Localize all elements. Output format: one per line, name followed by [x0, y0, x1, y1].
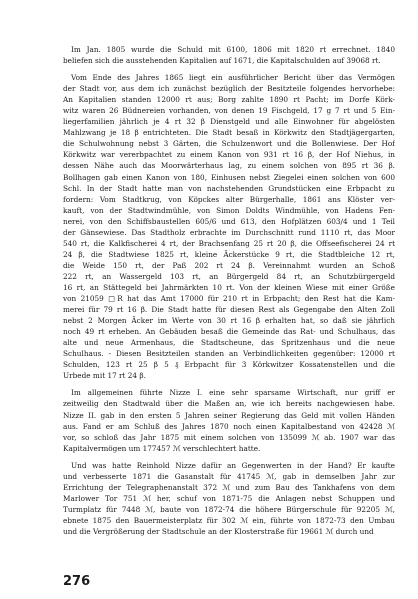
- text-line: und verbesserte 1871 die Gasanstalt für 41745 ℳ, gab in demselben Jahr zur: [63, 471, 395, 481]
- text-line: Im Jan. 1805 wurde die Schuld mit 6100, 1806 mit 1820 rt errechnet. 1840: [71, 45, 395, 54]
- text-line: Urbede mit 17 rt 24 β.: [63, 371, 146, 381]
- text-line: zeitweilig den Stadtwald über die Maßen an, wie ich bereits nachgewiesen habe.: [63, 399, 395, 409]
- text-line: Vom Ende des Jahres 1865 liegt ein ausführlicher Bericht über das Vermögen: [71, 73, 395, 83]
- text-line: Körkwitz war vererbpachtet zu einem Kanon von 931 rt 16 β, der Hof Niehus, in: [63, 150, 395, 160]
- text-line: aus. Fand er am Schluß des Jahres 1870 noch einen Kapitalbestand von 42428 ℳ: [63, 421, 395, 431]
- text-line: 24 β, die Stadtwiese 1825 rt, kleine Äckerstücke 9 rt, die Stadtbleiche 12 rt,: [63, 249, 395, 259]
- text-line: An Kapitalien standen 12000 rt aus; Borg zahlte 1890 rt Pacht; im Dorfe Körk-: [63, 95, 395, 105]
- text-line: beliefen sich die ausstehenden Kapitalien auf 1671, die Kapitalschulden auf 39068 rt.: [63, 56, 381, 66]
- text-line: Errichtung der Telegraphenanstalt 372 ℳ und zum Bau des Tankhafens von dem: [63, 482, 395, 492]
- text-line: Marlower Tor 751 ℳ her, schuf von 1871-75 die Anlagen nebst Schuppen und: [63, 493, 395, 503]
- text-line: der Stadt vor, aus dem ich zunächst bezüglich der Besitzteile folgendes hervorhebe:: [63, 84, 395, 94]
- paragraph-3: [63, 387, 395, 453]
- text-line: dessen Nähe auch das Moorwärterhaus lag, zu einem solchen von 895 rt 36 β.: [63, 161, 395, 171]
- text-line: Nizze II. gab in den ersten 5 Jahren seiner Regierung das Geld mit vollen Händen: [63, 410, 395, 420]
- text-line: 16 rt, an Stättegeld bei Jahrmärkten 10 rt. Von der kleinen Wiese mit einer Größe: [63, 282, 395, 292]
- text-line: Schl. In der Stadt hatte man von nachstehenden Grundstücken eine Erbpacht zu: [63, 183, 395, 193]
- text-line: noch 49 rt erheben. An Gebäuden besaß die Gemeinde das Rat- und Schulhaus, das: [63, 327, 395, 337]
- text-line: Im allgemeinen führte Nizze I. eine sehr sparsame Wirtschaft, nur griff er: [71, 388, 395, 398]
- paragraph-1: [63, 44, 395, 66]
- page-body: [63, 44, 395, 537]
- text-line: Mahlzwang je 18 β entrichteten. Die Stadt besaß in Körkwitz den Stadtjägergarten,: [63, 128, 395, 138]
- text-line: kauft, von der Stadtwindmühle, von Simon Doldts Windmühle, von Hadens Fen-: [63, 205, 395, 215]
- text-line: Und was hatte Reinhold Nizze dafür an Gegenwerten in der Hand? Er kaufte: [71, 460, 395, 470]
- text-line: die Weide 150 rt, der Paß 202 rt 24 β. Vereinnahmt wurden an Schoß: [63, 260, 395, 270]
- text-line: 222 rt, an Wassergeld 103 rt, an Bürgergeld 84 rt, an Schutzbürgergeld: [63, 271, 395, 281]
- text-line: merei für 79 rt 16 β. Die Stadt hatte für diesen Rest als Gegengabe den Alten Zoll: [63, 305, 395, 315]
- text-line: alte und neue Armenhaus, die Stadtscheune, das Spritzenhaus und die neue: [63, 338, 395, 348]
- text-line: vor, so schloß das Jahr 1875 mit einem solchen von 135099 ℳ ab. 1907 war das: [63, 432, 395, 442]
- text-line: 540 rt, die Kalkfischerei 4 rt, der Brachsenfang 25 rt 20 β, die Offseefischerei 24 rt: [63, 238, 395, 248]
- text-line: ebnete 1875 den Bauermeisterplatz für 302 ℳ ein, führte von 1872-73 den Umbau: [63, 515, 395, 525]
- text-line: Schulhaus. - Diesen Besitzteilen standen an Verbindlichkeiten gegenüber: 12000 rt: [63, 349, 395, 359]
- page-number: 276: [63, 574, 91, 589]
- text-line: nerei, von den Schiffsbaustellen 605/6 und 613, den Hofplätzen 603/4 und 1 Teil: [63, 216, 395, 226]
- text-line: von 21059 □R hat das Amt 17000 für 210 rt in Erbpacht; den Rest hat die Kam-: [63, 294, 395, 304]
- text-line: die Schulwohnung nebst 3 Gärten, die Schulzenwort und die Bollenwiese. Der Hof: [63, 139, 395, 149]
- paragraph-2: [63, 72, 395, 381]
- text-line: Turmplatz für 7448 ℳ, baute von 1872-74 die höhere Bürgerschule für 92205 ℳ,: [63, 504, 395, 514]
- text-line: und die Vergrößerung der Stadtschule an der Klosterstraße für 19661 ℳ durch und: [63, 526, 374, 536]
- text-line: nebst 2 Morgen Äcker im Werte von 30 rt 16 β erhalten hat, so daß sie jährlich: [63, 316, 395, 326]
- text-line: witz waren 26 Büdnereien vorhanden, von denen 19 Fischgeld, 17 g 7 rt und 5 Ein-: [63, 106, 395, 116]
- text-line: liegerfamilien jährlich je 4 rt 32 β Dienstgeld und alle Einwohner für abgelösten: [63, 117, 395, 127]
- text-line: fordern: Vom Stadtkrug, von Köpckes alter Bürgerhalle, 1861 ans Klöster ver-: [63, 194, 395, 204]
- text-line: Schulden, 123 rt 25 β 5 ₰ Erbpacht für 3 Körkwitzer Kossatenstellen und die: [63, 360, 395, 370]
- text-line: Kapitalvermögen um 177457 ℳ verschlechtert hatte.: [63, 443, 261, 453]
- text-line: Bollhagen gab einen Kanon von 180, Einhusen nebst Ziegelei einen solchen von 600: [63, 172, 395, 182]
- text-line: der Gänsewiese. Das Stadtholz erbrachte im Durchschnitt rund 1110 rt, das Moor: [63, 227, 395, 237]
- paragraph-4: [63, 460, 395, 537]
